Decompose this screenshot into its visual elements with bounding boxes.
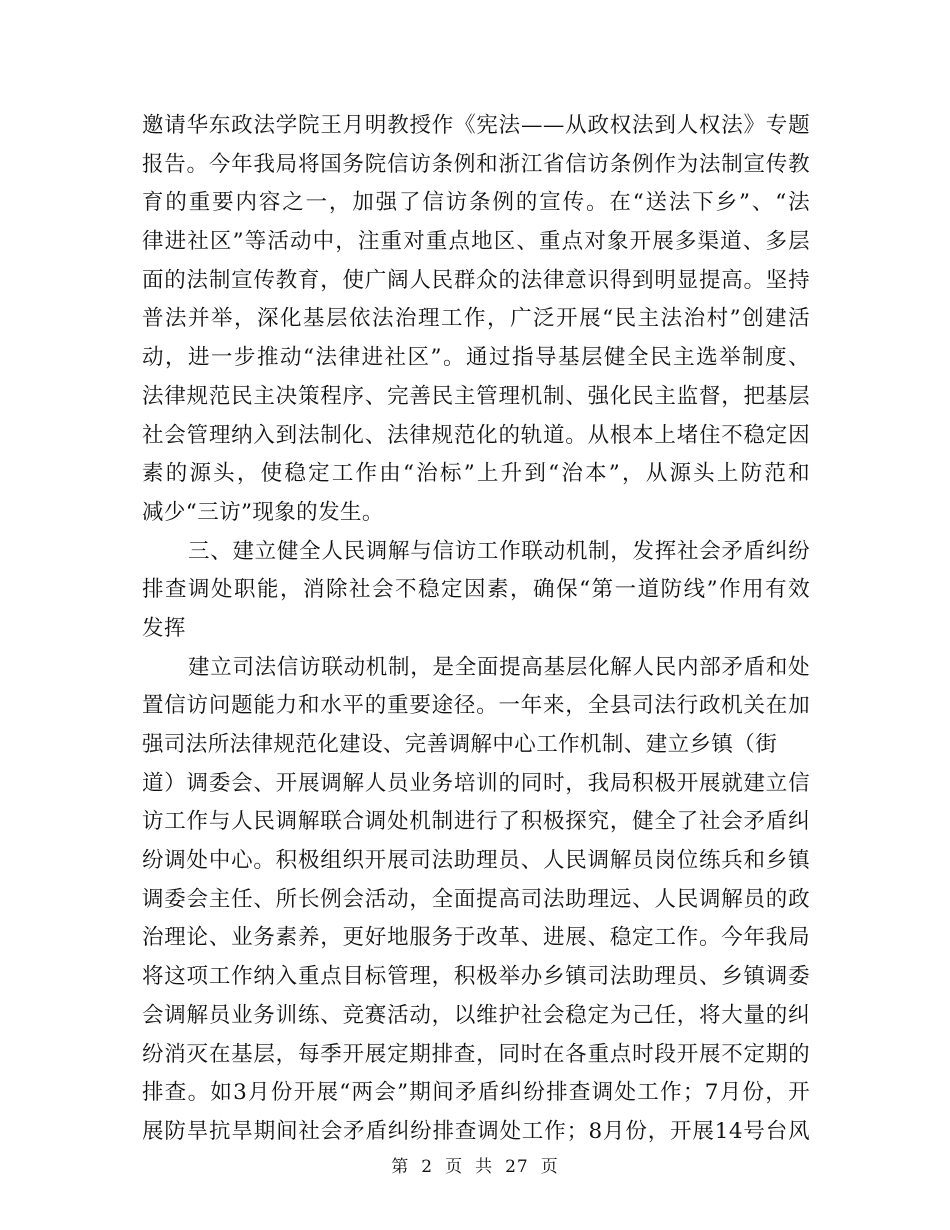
text-line: 邀请华东政法学院王月明教授作《宪法——从政权法到人权法》专题	[142, 113, 810, 138]
text-line: 法律规范民主决策程序、完善民主管理机制、强化民主监督，把基层	[142, 383, 810, 409]
text-line: 治理论、业务素养，更好地服务于改革、进展、稳定工作。今年我局	[142, 925, 810, 951]
text-line: 面的法制宣传教育，使广阔人民群众的法律意识得到明显提高。坚持	[142, 267, 810, 293]
footer-total-word: 共	[475, 1157, 494, 1177]
body-text	[142, 107, 810, 1152]
text-line: 律进社区”等活动中，注重对重点地区、重点对象开展多渠道、多层	[142, 229, 810, 255]
page-number: 2	[421, 1157, 434, 1177]
text-line: 素的源头，使稳定工作由“治标”上升到“治本”，从源头上防范和	[142, 461, 810, 487]
text-line: 纷消灭在基层，每季开展定期排查，同时在各重点时段开展不定期的	[142, 1041, 810, 1067]
footer-prefix: 第	[391, 1157, 410, 1177]
section-heading-line: 三、建立健全人民调解与信访工作联动机制，发挥社会矛盾纠纷	[188, 538, 810, 564]
text-line: 社会管理纳入到法制化、法律规范化的轨道。从根本上堵住不稳定因	[142, 422, 810, 448]
page-footer	[0, 1152, 950, 1177]
text-line: 强司法所法律规范化建设、完善调解中心工作机制、建立乡镇（街	[142, 732, 778, 757]
text-line: 动，进一步推动“法律进社区”。通过指导基层健全民主选举制度、	[142, 345, 810, 371]
text-line: 纷调处中心。积极组织开展司法助理员、人民调解员岗位练兵和乡镇	[142, 848, 810, 874]
section-heading-line: 发挥	[142, 615, 186, 641]
text-line: 减少“三访”现象的发生。	[142, 499, 384, 525]
text-line: 建立司法信访联动机制，是全面提高基层化解人民内部矛盾和处	[188, 654, 810, 680]
text-line: 道）调委会、开展调解人员业务培训的同时，我局积极开展就建立信	[142, 770, 810, 796]
text-line: 排查。如3月份开展“两会”期间矛盾纠纷排查调处工作；7月份，开	[142, 1080, 810, 1106]
text-line: 调委会主任、所长例会活动，全面提高司法助理远、人民调解员的政	[142, 886, 810, 912]
text-line: 育的重要内容之一，加强了信访条例的宣传。在“送法下乡”、“法	[142, 190, 810, 216]
section-heading-line: 排查调处职能，消除社会不稳定因素，确保“第一道防线”作用有效	[142, 577, 810, 603]
text-line: 普法并举，深化基层依法治理工作，广泛开展“民主法治村”创建活	[142, 306, 810, 332]
footer-suffix: 页	[540, 1157, 559, 1177]
text-line: 会调解员业务训练、竞赛活动，以维护社会稳定为己任，将大量的纠	[142, 1002, 810, 1028]
footer-page-word: 页	[445, 1157, 464, 1177]
text-line: 置信访问题能力和水平的重要途径。一年来，全县司法行政机关在加	[142, 693, 810, 719]
text-line: 访工作与人民调解联合调处机制进行了积极探究，健全了社会矛盾纠	[142, 809, 810, 835]
text-line: 将这项工作纳入重点目标管理，积极举办乡镇司法助理员、乡镇调委	[142, 964, 810, 990]
text-line: 报告。今年我局将国务院信访条例和浙江省信访条例作为法制宣传教	[142, 151, 810, 177]
text-line: 展防旱抗旱期间社会矛盾纠纷排查调处工作；8月份，开展14号台风	[142, 1118, 810, 1144]
total-pages: 27	[505, 1157, 529, 1177]
